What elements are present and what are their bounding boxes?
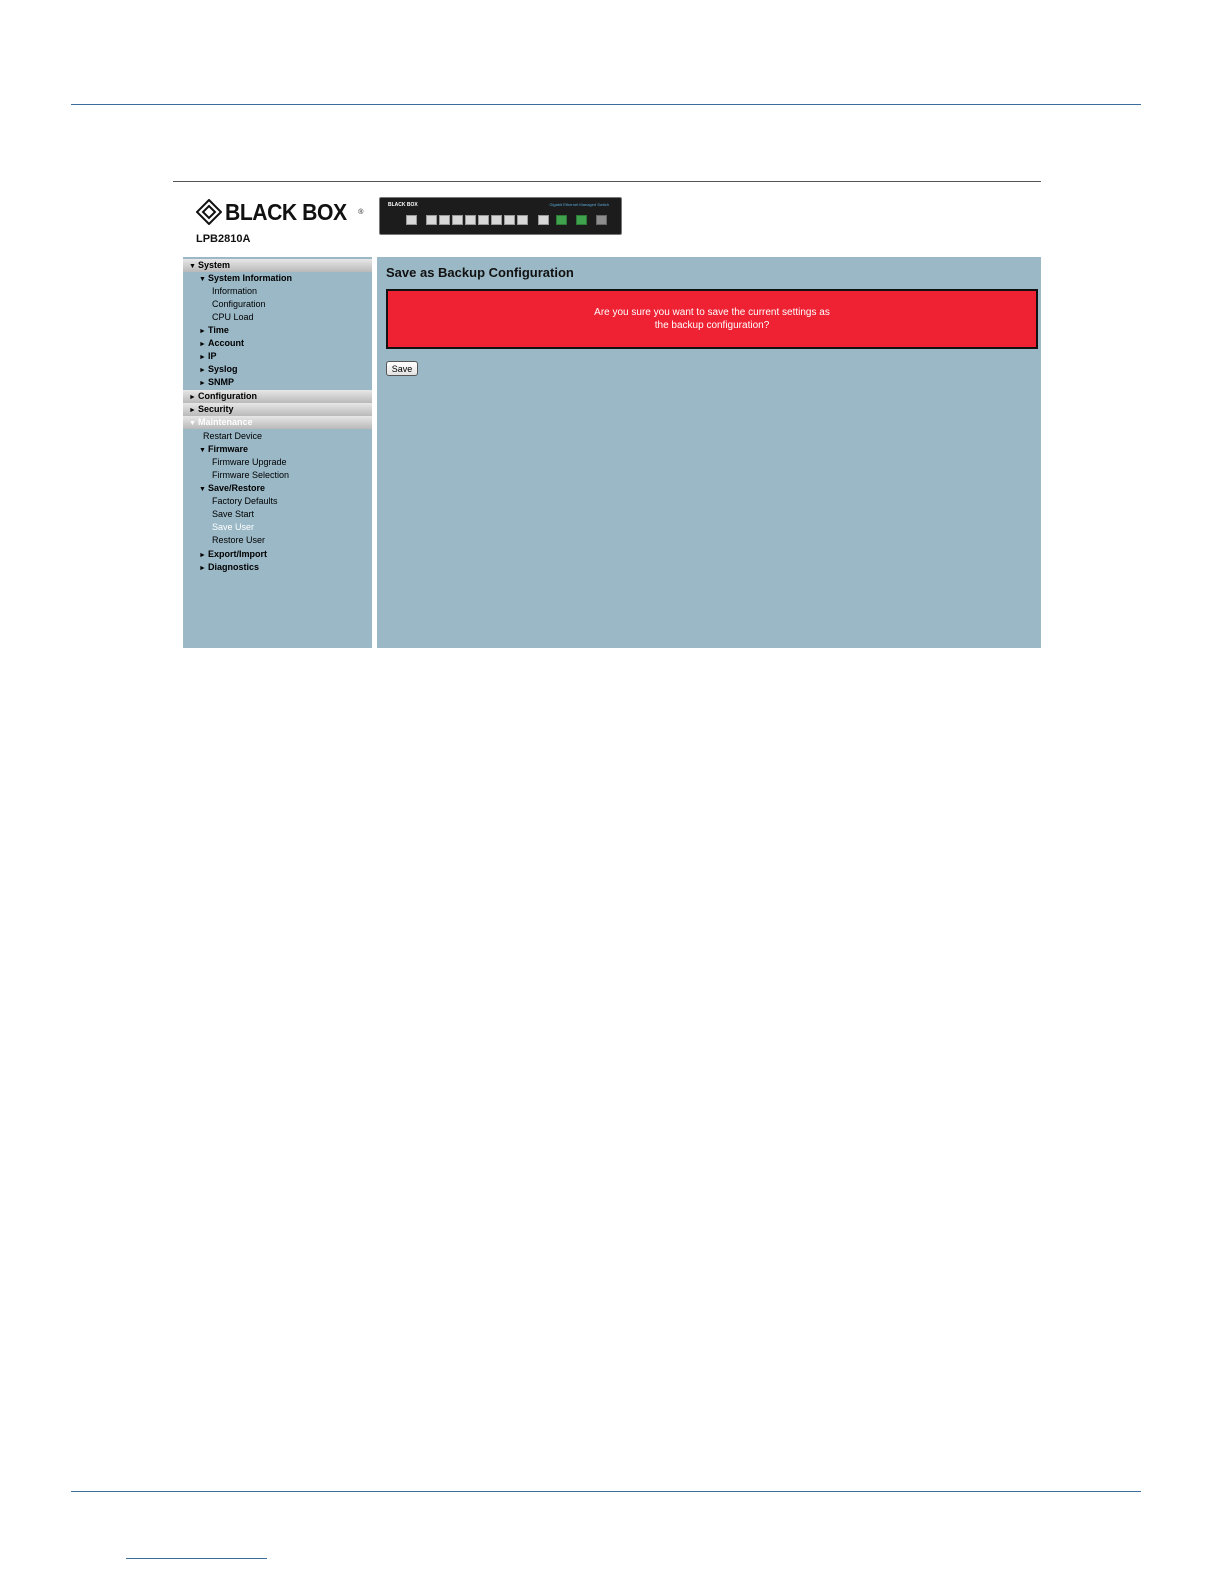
alert-line-1: Are you sure you want to save the current settings as	[594, 307, 830, 318]
sidebar-item-restart-device[interactable]: Restart Device	[203, 431, 263, 441]
sidebar-header-configuration[interactable]	[183, 390, 372, 403]
registered-mark: ®	[358, 208, 364, 216]
sidebar-item-snmp[interactable]	[183, 376, 372, 389]
sfp-port-icon	[596, 215, 607, 225]
brand-name: BLACK BOX	[225, 198, 347, 225]
sidebar-header-label: Configuration	[198, 391, 257, 401]
ethernet-port-icon	[426, 215, 437, 225]
triangle-right-icon: ►	[189, 394, 196, 401]
sidebar-item-information[interactable]: Information	[212, 286, 258, 296]
page-top-rule	[71, 104, 1141, 105]
triangle-right-icon: ►	[189, 407, 196, 414]
sidebar-item-time[interactable]	[183, 324, 372, 337]
sidebar-item-label: Account	[208, 338, 244, 348]
uplink-port-icon	[538, 215, 549, 225]
triangle-down-icon: ▼	[189, 420, 196, 427]
sidebar-item-syslog[interactable]	[183, 363, 372, 376]
sidebar-item-factory-defaults[interactable]: Factory Defaults	[212, 496, 278, 506]
confirmation-alert	[386, 289, 1038, 349]
sidebar-item-export-import[interactable]	[183, 548, 372, 561]
device-front-panel-image	[379, 197, 622, 235]
triangle-right-icon: ►	[199, 380, 206, 387]
screenshot-frame	[173, 181, 1041, 648]
ethernet-port-icon	[504, 215, 515, 225]
sidebar-item-label: Time	[208, 325, 229, 335]
sidebar-item-label: Export/Import	[208, 549, 268, 559]
triangle-down-icon: ▼	[199, 276, 206, 283]
sfp-port-icon	[556, 215, 567, 225]
sidebar-item-save-restore[interactable]	[183, 482, 372, 495]
sidebar-menu	[183, 257, 372, 648]
main-content	[377, 257, 1041, 648]
sidebar-header-label: Security	[198, 404, 234, 414]
device-panel-brand: BLACK BOX	[388, 202, 418, 208]
triangle-right-icon: ►	[199, 552, 206, 559]
sidebar-item-restore-user[interactable]: Restore User	[212, 535, 266, 545]
sidebar-header-label: Maintenance	[198, 417, 253, 427]
ethernet-port-icon	[491, 215, 502, 225]
sidebar-item-label: Diagnostics	[208, 562, 260, 572]
page-bottom-rule	[71, 1491, 1141, 1492]
frame-top-border	[173, 181, 1041, 182]
sidebar-item-diagnostics[interactable]	[183, 561, 372, 574]
sidebar-item-save-user[interactable]: Save User	[212, 522, 255, 532]
sidebar-item-save-start[interactable]: Save Start	[212, 509, 255, 519]
sidebar-header-security[interactable]	[183, 403, 372, 416]
sidebar-header-maintenance[interactable]	[183, 416, 372, 429]
sidebar-item-label: SNMP	[208, 377, 235, 387]
ethernet-port-icon	[465, 215, 476, 225]
triangle-right-icon: ►	[199, 341, 206, 348]
sidebar-header-label: System	[198, 260, 231, 270]
triangle-right-icon: ►	[199, 354, 206, 361]
page-title: Save as Backup Configuration	[386, 265, 574, 280]
sidebar-item-label: Firmware	[208, 444, 249, 454]
sidebar-item-configuration[interactable]: Configuration	[212, 299, 266, 309]
footer-link-underline	[126, 1558, 267, 1559]
sidebar-item-label: Syslog	[208, 364, 238, 374]
ethernet-port-icon	[439, 215, 450, 225]
sidebar-item-account[interactable]	[183, 337, 372, 350]
triangle-down-icon: ▼	[199, 486, 206, 493]
alert-line-2: the backup configuration?	[654, 320, 770, 331]
sidebar-item-cpu-load[interactable]: CPU Load	[212, 312, 254, 322]
sfp-port-icon	[576, 215, 587, 225]
sidebar-item-label: System Information	[208, 273, 293, 283]
sidebar-item-firmware[interactable]	[183, 443, 372, 456]
sidebar-header-system[interactable]	[183, 259, 372, 272]
device-model-label: LPB2810A	[196, 233, 251, 245]
triangle-right-icon: ►	[199, 328, 206, 335]
triangle-down-icon: ▼	[189, 263, 196, 270]
console-port-icon	[406, 215, 417, 225]
ethernet-port-icon	[452, 215, 463, 225]
ethernet-port-icon	[517, 215, 528, 225]
alert-message	[562, 306, 862, 332]
triangle-right-icon: ►	[199, 367, 206, 374]
sidebar-item-ip[interactable]	[183, 350, 372, 363]
diamond-logo-icon	[196, 199, 222, 225]
sidebar-item-system-information[interactable]	[183, 272, 372, 285]
sidebar-item-firmware-upgrade[interactable]: Firmware Upgrade	[212, 457, 287, 467]
triangle-right-icon: ►	[199, 565, 206, 572]
ethernet-port-icon	[478, 215, 489, 225]
triangle-down-icon: ▼	[199, 447, 206, 454]
sidebar-item-label: IP	[208, 351, 217, 361]
sidebar-item-firmware-selection[interactable]: Firmware Selection	[212, 470, 290, 480]
save-button[interactable]: Save	[386, 361, 418, 376]
sidebar-item-label: Save/Restore	[208, 483, 266, 493]
device-panel-label: Gigabit Ethernet Managed Switch	[549, 202, 609, 207]
brand-logo	[196, 197, 363, 227]
